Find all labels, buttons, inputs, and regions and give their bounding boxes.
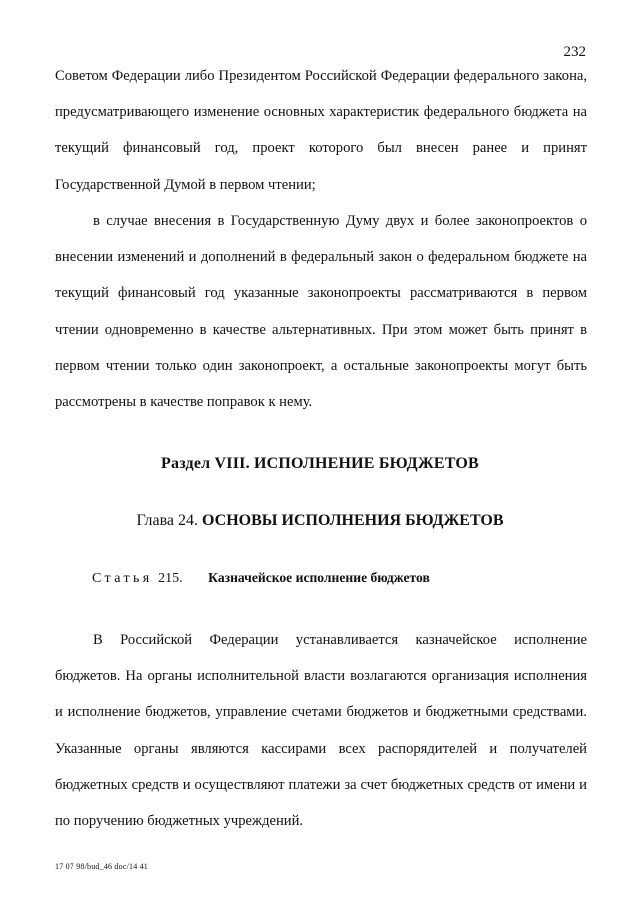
article-label: Статья <box>92 571 153 586</box>
section-title: Раздел VIII. ИСПОЛНЕНИЕ БЮДЖЕТОВ <box>161 455 479 472</box>
chapter-name: ОСНОВЫ ИСПОЛНЕНИЯ БЮДЖЕТОВ <box>202 512 504 529</box>
paragraph-continuation: Советом Федерации либо Президентом Российской Федерации федерального закона, предусматривающего изменение основных характеристик федерального бюджета на текущий финансовый год, проект которого был внесен ранее и принят Государственной Думой в первом чтении; <box>55 68 587 193</box>
chapter-prefix: Глава 24. <box>136 512 199 529</box>
footer-file-stamp: 17 07 98/bud_46 doc/14 41 <box>55 862 148 871</box>
article-title: Казначейское исполнение бюджетов <box>208 570 430 585</box>
article-body: В Российской Федерации устанавливается казначейское исполнение бюджетов. На органы исполнительной власти возлагаются организация исполнения и исполнение бюджетов, управление счетами бюджетов и бюджетными средствами. Указанные органы являются кассирами всех распорядителей и получателей бюджетных средств и осуществляют платежи за счет бюджетных средств от имени и по поручению бюджетных учреждений. <box>55 632 587 830</box>
article-number: 215. <box>158 571 183 586</box>
page-number: 232 <box>563 44 586 60</box>
chapter-title <box>0 512 640 530</box>
paragraph-bills: в случае внесения в Государственную Думу двух и более законопроектов о внесении изменений и дополнений в федеральный закон о федеральном бюджете на текущий финансовый год указанные законопроекты рассматриваются в первом чтении одновременно в качестве альтернативных. При этом может быть принят в первом чтении только один законопроект, а остальные законопроекты могут быть рассмотрены в качестве поправок к нему. <box>55 213 587 411</box>
article-heading <box>92 570 430 587</box>
